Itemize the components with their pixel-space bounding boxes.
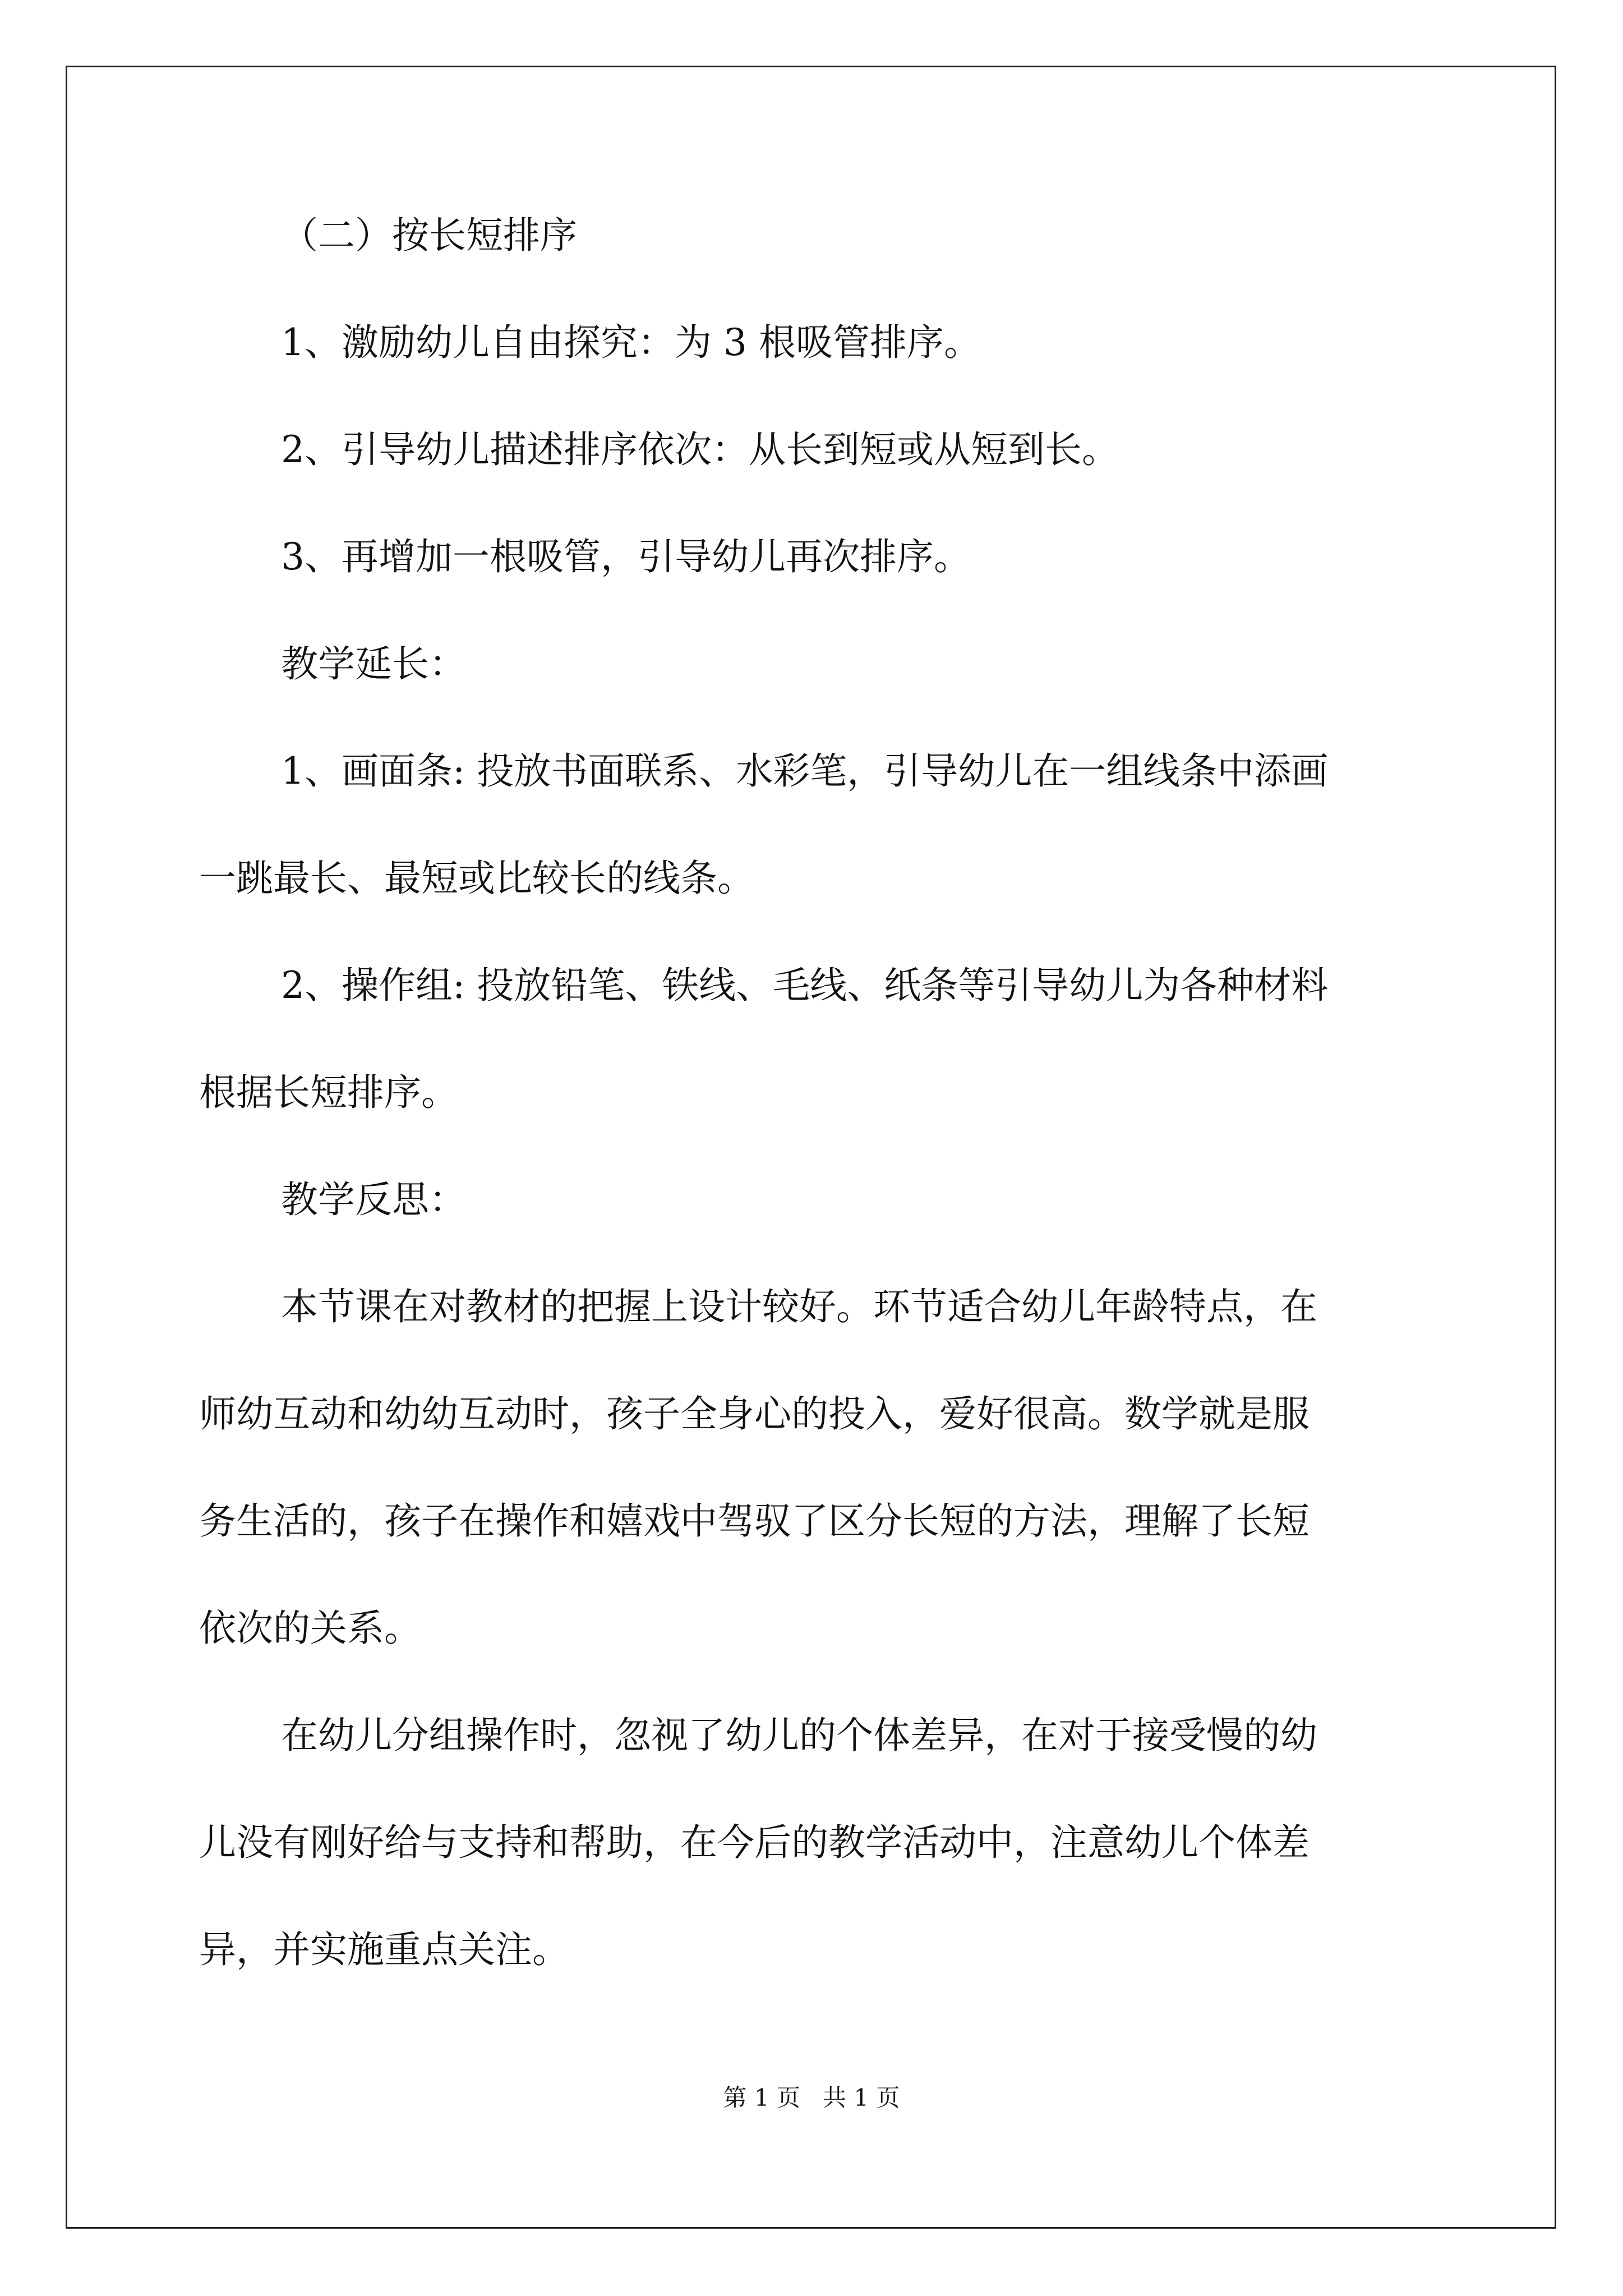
reflection-p1-line3: 务生活的，孩子在操作和嬉戏中驾驭了区分长短的方法，理解了长短 (199, 1499, 1310, 1543)
step-1: 1、激励幼儿自由探究：为 3 根吸管排序。 (281, 321, 981, 364)
extension-1-line2: 一跳最长、最短或比较长的线条。 (199, 857, 754, 900)
step-3: 3、再增加一根吸管，引导幼儿再次排序。 (281, 535, 971, 578)
reflection-p1-line1: 本节课在对教材的把握上设计较好。环节适合幼儿年龄特点，在 (281, 1285, 1317, 1328)
reflection-p1-line2: 师幼互动和幼幼互动时，孩子全身心的投入，爱好很高。数学就是服 (199, 1392, 1310, 1435)
step-2: 2、引导幼儿描述排序依次：从长到短或从短到长。 (281, 428, 1119, 471)
extension-2-line2: 根据长短排序。 (199, 1071, 458, 1114)
reflection-p2-line2: 儿没有刚好给与支持和帮助，在今后的教学活动中，注意幼儿个体差 (199, 1821, 1310, 1864)
page-border (66, 66, 1556, 2229)
section-heading: （二）按长短排序 (281, 214, 577, 257)
reflection-heading: 教学反思： (281, 1178, 466, 1221)
extension-1-line1: 1、画面条: 投放书面联系、水彩笔，引导幼儿在一组线条中添画 (281, 749, 1329, 793)
reflection-p2-line1: 在幼儿分组操作时，忽视了幼儿的个体差异，在对于接受慢的幼 (281, 1714, 1317, 1757)
page-footer: 第 1 页 共 1 页 (723, 2084, 900, 2111)
reflection-p1-line4: 依次的关系。 (199, 1607, 421, 1650)
extension-2-line1: 2、操作组: 投放铅笔、铁线、毛线、纸条等引导幼儿为各种材料 (281, 964, 1329, 1007)
reflection-p2-line3: 异，并实施重点关注。 (199, 1928, 569, 1971)
extension-heading: 教学延长： (281, 642, 466, 685)
